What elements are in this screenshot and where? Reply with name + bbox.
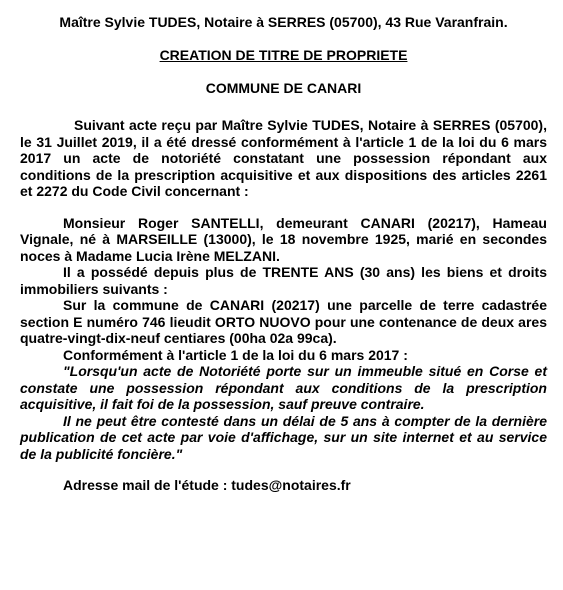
quote-paragraph-2: Il ne peut être contesté dans un délai de 5 ans à compter de la dernière publication de cet acte par voie d'affichage, sur un site internet et au service de la publicité foncière."	[20, 412, 547, 462]
quote-paragraph-1: "Lorsqu'un acte de Notoriété porte sur un immeuble situé en Corse et constate une possession répondant aux conditions de la prescription acquisitive, il fait foi de la possession, sauf preuve contraire.	[20, 363, 547, 412]
person-paragraph: Monsieur Roger SANTELLI, demeurant CANARI (20217), Hameau Vignale, né à MARSEILLE (13000), le 18 novembre 1925, marié en secondes noces à Madame Lucia Irène MELZANI.	[20, 214, 547, 264]
notary-header: Maître Sylvie TUDES, Notaire à SERRES (05700), 43 Rue Varanfrain.	[59, 14, 508, 30]
commune-heading: COMMUNE DE CANARI	[205, 80, 362, 96]
parcel-paragraph: Sur la commune de CANARI (20217) une parcelle de terre cadastrée section E numéro 746 lieudit ORTO NUOVO pour une contenance de deux ares quatre-vingt-dix-neuf centiares (00ha 02a 99ca).	[20, 297, 547, 346]
possession-paragraph: Il a possédé depuis plus de TRENTE ANS (30 ans) les biens et droits immobiliers suivants :	[20, 264, 547, 297]
conformity-paragraph: Conformément à l'article 1 de la loi du 6 mars 2017 :	[63, 346, 408, 363]
study-email-line: Adresse mail de l'étude : tudes@notaires.fr	[63, 477, 351, 493]
notice-title: CREATION DE TITRE DE PROPRIETE	[159, 47, 408, 63]
intro-paragraph: Suivant acte reçu par Maître Sylvie TUDES, Notaire à SERRES (05700), le 31 Juillet 2019, il a été dressé conformément à l'article 1 de la loi du 6 mars 2017 un acte de notoriété constatant une possession répondant aux conditions de la prescription acquisitive et aux dispositions des articles 2261 et 2272 du Code Civil concernant :	[20, 117, 547, 199]
paragraph-spacer	[20, 200, 547, 215]
